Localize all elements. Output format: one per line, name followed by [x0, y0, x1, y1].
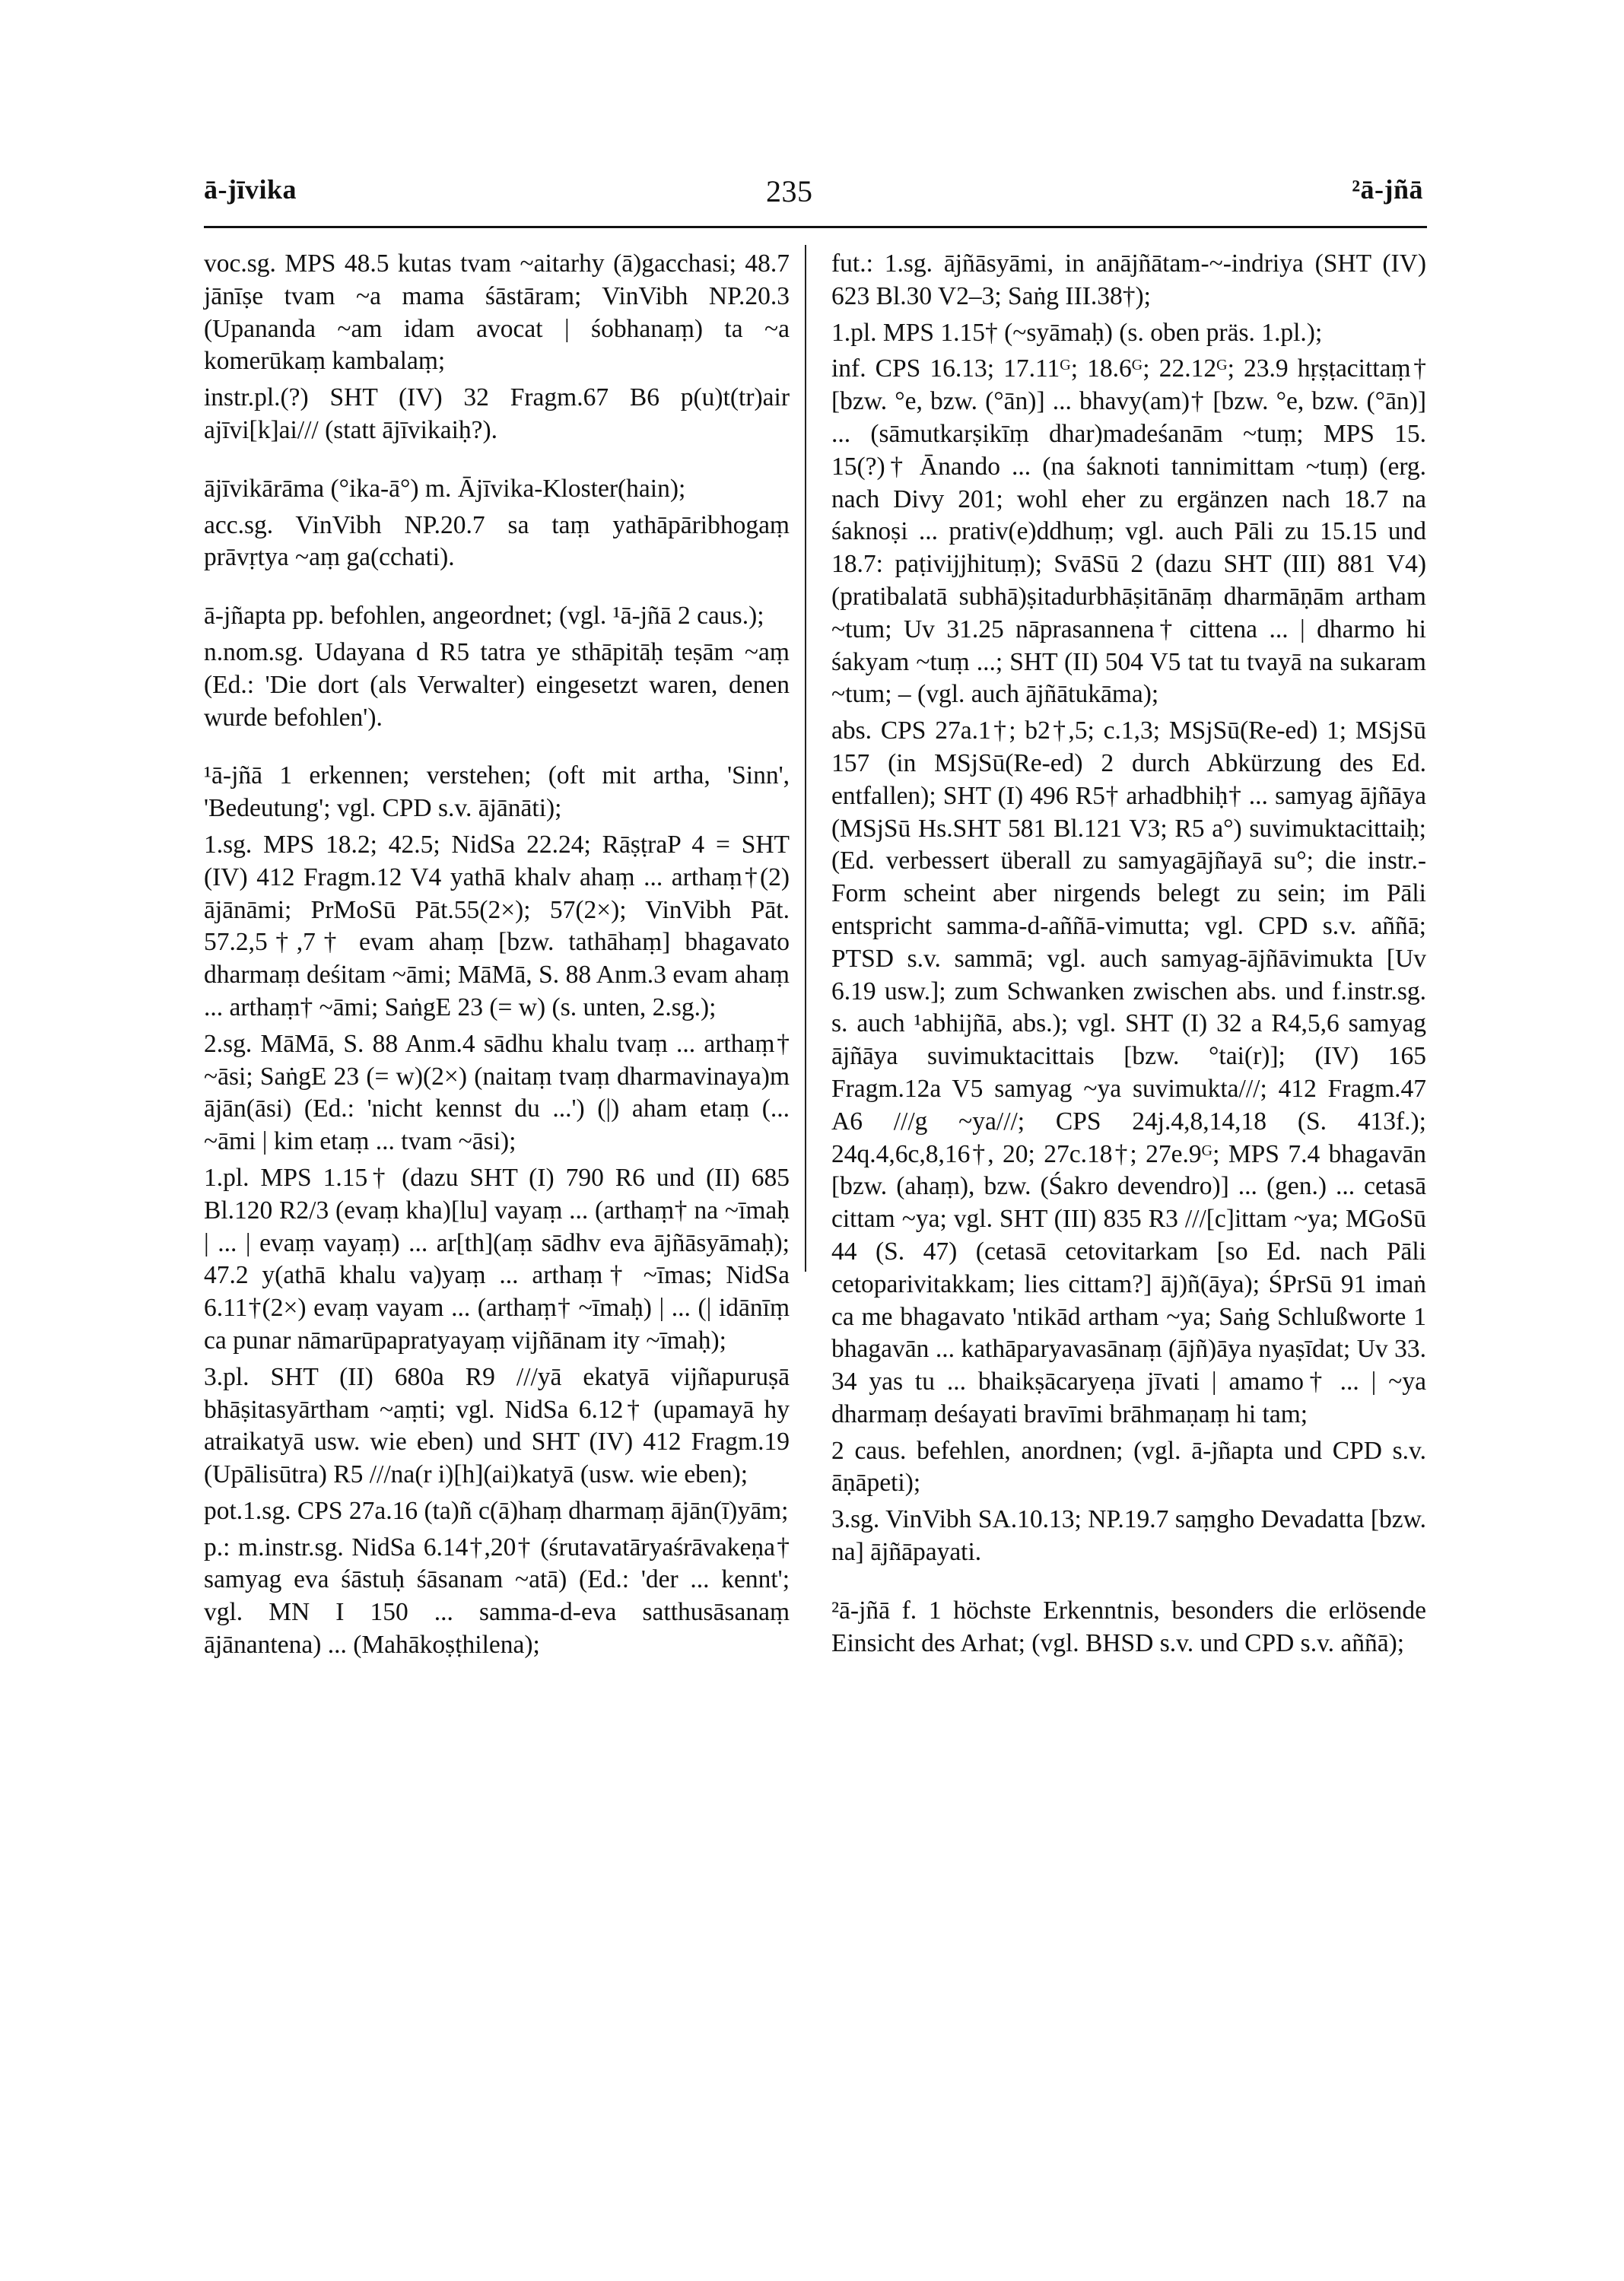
lemma-entry: ²ā-jñā f. 1 höchste Erkenntnis, besonders die erlösende Einsicht des Arhat; (vgl. BHSD s.v. und CPD s.v. aññā);: [831, 1596, 1426, 1657]
page-number: 235: [766, 174, 813, 208]
lemma-entry: ā-jñapta pp. befohlen, angeordnet; (vgl. ¹ā-jñā 2 caus.);: [204, 602, 764, 631]
entry-paragraph: 2 caus. befehlen, anordnen; (vgl. ā-jñapta und CPD s.v. āṇāpeti);: [831, 1436, 1426, 1498]
entry-paragraph: 1.sg. MPS 18.2; 42.5; NidSa 22.24; RāṣṭraP 4 = SHT (IV) 412 Fragm.12 V4 yathā khalv ahaṃ ... arthaṃ†(2) ājānāmi; PrMoSū Pāt.55(2×); 57(2×); VinVibh Pāt. 57.2,5†,7† evam ahaṃ [bzw. tathāhaṃ] bhagavato dharmaṃ deśitam ~āmi; MāMā, S. 88 Anm.3 evam ahaṃ ... arthaṃ† ~āmi; SaṅgE 23 (= w) (s. unten, 2.sg.);: [204, 830, 790, 1021]
entry-paragraph: acc.sg. VinVibh NP.20.7 sa taṃ yathāpāribhogaṃ prāvṛtya ~aṃ ga(cchati).: [204, 510, 790, 572]
entry-paragraph: 2.sg. MāMā, S. 88 Anm.4 sādhu khalu tvaṃ ... arthaṃ† ~āsi; SaṅgE 23 (= w)(2×) (naitaṃ tvaṃ dharmavinaya)m ājān(āsi) (Ed.: 'nicht kennst du ...') (|) aham etaṃ (... ~āmi | kim etaṃ ... tvam ~āsi);: [204, 1029, 790, 1156]
entry-paragraph: 3.sg. VinVibh SA.10.13; NP.19.7 saṃgho Devadatta [bzw. na] ājñāpayati.: [831, 1505, 1426, 1567]
entry-paragraph: p.: m.instr.sg. NidSa 6.14†,20† (śrutavatāryaśrāvakeṇa† samyag eva śāstuḥ śāsanam ~atā) (Ed.: 'der ... kennt'; vgl. MN I 150 ... samma-d-eva satthusāsanaṃ ājānantena) ... (Mahākoṣṭhilena);: [204, 1533, 790, 1660]
column-divider: [805, 245, 806, 1272]
entry-paragraph: pot.1.sg. CPS 27a.16 (ta)ñ c(ā)haṃ dharmaṃ ājān(ī)yām;: [204, 1496, 789, 1525]
entry-paragraph: n.nom.sg. Udayana d R5 tatra ye sthāpitāḥ teṣām ~aṃ (Ed.: 'Die dort (als Verwalter) eingesetzt waren, denen wurde befohlen').: [204, 637, 790, 732]
entry-paragraph: voc.sg. MPS 48.5 kutas tvam ~aitarhy (ā)gacchasi; 48.7 jānīṣe tvam ~a mama śāstāram; VinVibh NP.20.3 (Upananda ~am idam avocat | śobhanaṃ) ta ~a komerūkaṃ kambalaṃ;: [204, 249, 790, 376]
lemma-entry: ājīvikārāma (°ika-ā°) m. Ājīvika-Kloster(hain);: [204, 474, 686, 503]
running-head-left: ā-jīvika: [204, 174, 297, 205]
entry-paragraph: fut.: 1.sg. ājñāsyāmi, in anājñātam-~-indriya (SHT (IV) 623 Bl.30 V2–3; Saṅg III.38†);: [831, 249, 1426, 310]
left-column: [204, 248, 790, 1662]
entry-paragraph: inf. CPS 16.13; 17.11ᴳ; 18.6ᴳ; 22.12ᴳ; 23.9 hṛṣṭacittaṃ† [bzw. °e, bzw. (°ān)] ... bhavy(am)† [bzw. °e, bzw. (°ān)] ... (sāmutkarṣikīṃ dhar)madeśanām ~tuṃ; MPS 15. 15(?)† Ānando ... (na śaknoti tannimittam ~tuṃ) (erg. nach Divy 201; wohl eher zu ergänzen nach 18.7 na śaknoṣi ... prativ(e)ddhuṃ; vgl. auch Pāli zu 15.15 und 18.7: paṭivijjhituṃ); SvāSū 2 (dazu SHT (III) 881 V4) (pratibalatā subhā)ṣitadurbhāṣitānāṃ dharmāṇām artham ~tum; Uv 31.25 nāprasannena† cittena ... | dharmo hi śakyam ~tuṃ ...; SHT (II) 504 V5 tat tu tvayā na sukaram ~tum; – (vgl. auch ājñātukāma);: [831, 354, 1426, 709]
right-column: [831, 248, 1426, 1660]
entry-paragraph: instr.pl.(?) SHT (IV) 32 Fragm.67 B6 p(u)t(tr)air ajīvi[k]ai/// (statt ājīvikaiḥ?).: [204, 383, 790, 444]
running-head-right: ²ā-jñā: [1352, 174, 1423, 205]
entry-paragraph: abs. CPS 27a.1†; b2†,5; c.1,3; MSjSū(Re-ed) 1; MSjSū 157 (in MSjSū(Re-ed) 2 durch Abkürzung des Ed. entfallen); SHT (I) 496 R5† arhadbhiḥ† ... samyag ājñāya (MSjSū Hs.SHT 581 Bl.121 V3; R5 a°) suvimuktacittaiḥ; (Ed. verbessert überall zu samyagājñayā su°; die instr.-Form scheint aber nirgends belegt zu sein; im Pāli entspricht samma-d-aññā-vimutta; vgl. CPD s.v. aññā; PTSD s.v. sammā; vgl. auch samyag-ājñāvimukta [Uv 6.19 usw.]; zum Schwanken zwischen abs. und f.instr.sg. s. auch ¹abhijñā, abs.); vgl. SHT (I) 32 a R4,5,6 samyag ājñāya suvimuktacittais [bzw. °tai(r)]; (IV) 165 Fragm.12a V5 samyag ~ya suvimukta///; 412 Fragm.47 A6 ///g ~ya///; CPS 24j.4,8,14,18 (S. 413f.); 24q.4,6c,8,16†, 20; 27c.18†; 27e.9ᴳ; MPS 7.4 bhagavān [bzw. (ahaṃ), bzw. (Śakro devendro)] ... (gen.) ... cetasā cittam ~ya; vgl. SHT (III) 835 R3 ///[c]ittam ~ya; MGoSū 44 (S. 47) (cetasā cetovitarkam [so Ed. nach Pāli cetoparivitakkam; lies cittam?] āj)ñ(āya); ŚPrSū 91 imaṅ ca me bhagavato 'ntikād artham ~ya; Saṅg Schlußworte 1 bhagavān ... kathāparyavasānaṃ (ājñ)āya nyaṣīdat; Uv 33. 34 yas tu ... bhaikṣācaryeṇa jīvati | amamo† ... | ~ya dharmaṃ deśayati bravīmi brāhmaṇaṃ hi tam;: [831, 716, 1426, 1428]
entry-paragraph: 1.pl. MPS 1.15† (~syāmaḥ) (s. oben präs. 1.pl.);: [831, 318, 1323, 347]
header-rule: [204, 226, 1427, 228]
lemma-entry: ¹ā-jñā 1 erkennen; verstehen; (oft mit artha, 'Sinn', 'Bedeutung'; vgl. CPD s.v. ājānāti);: [204, 761, 790, 823]
entry-paragraph: 1.pl. MPS 1.15† (dazu SHT (I) 790 R6 und (II) 685 Bl.120 R2/3 (evaṃ kha)[lu] vayaṃ ... (arthaṃ† na ~īmaḥ | ... | evaṃ vayaṃ) ... ar[th](aṃ sādhv eva ājñāsyāmaḥ); 47.2 y(athā khalu va)yaṃ ... arthaṃ† ~īmas; NidSa 6.11†(2×) evaṃ vayam ... (arthaṃ† ~īmaḥ) | ... (| idānīṃ ca punar nāmarūpapratyayaṃ vijñānam ity ~īmaḥ);: [204, 1163, 790, 1355]
entry-paragraph: 3.pl. SHT (II) 680a R9 ///yā ekatyā vijñapuruṣā bhāṣitasyārtham ~aṃti; vgl. NidSa 6.12† (upamayā hy atraikatyā usw. wie eben) und SHT (IV) 412 Fragm.19 (Upālisūtra) R5 ///na(r i)[h](ai)katyā (usw. wie eben);: [204, 1362, 790, 1489]
